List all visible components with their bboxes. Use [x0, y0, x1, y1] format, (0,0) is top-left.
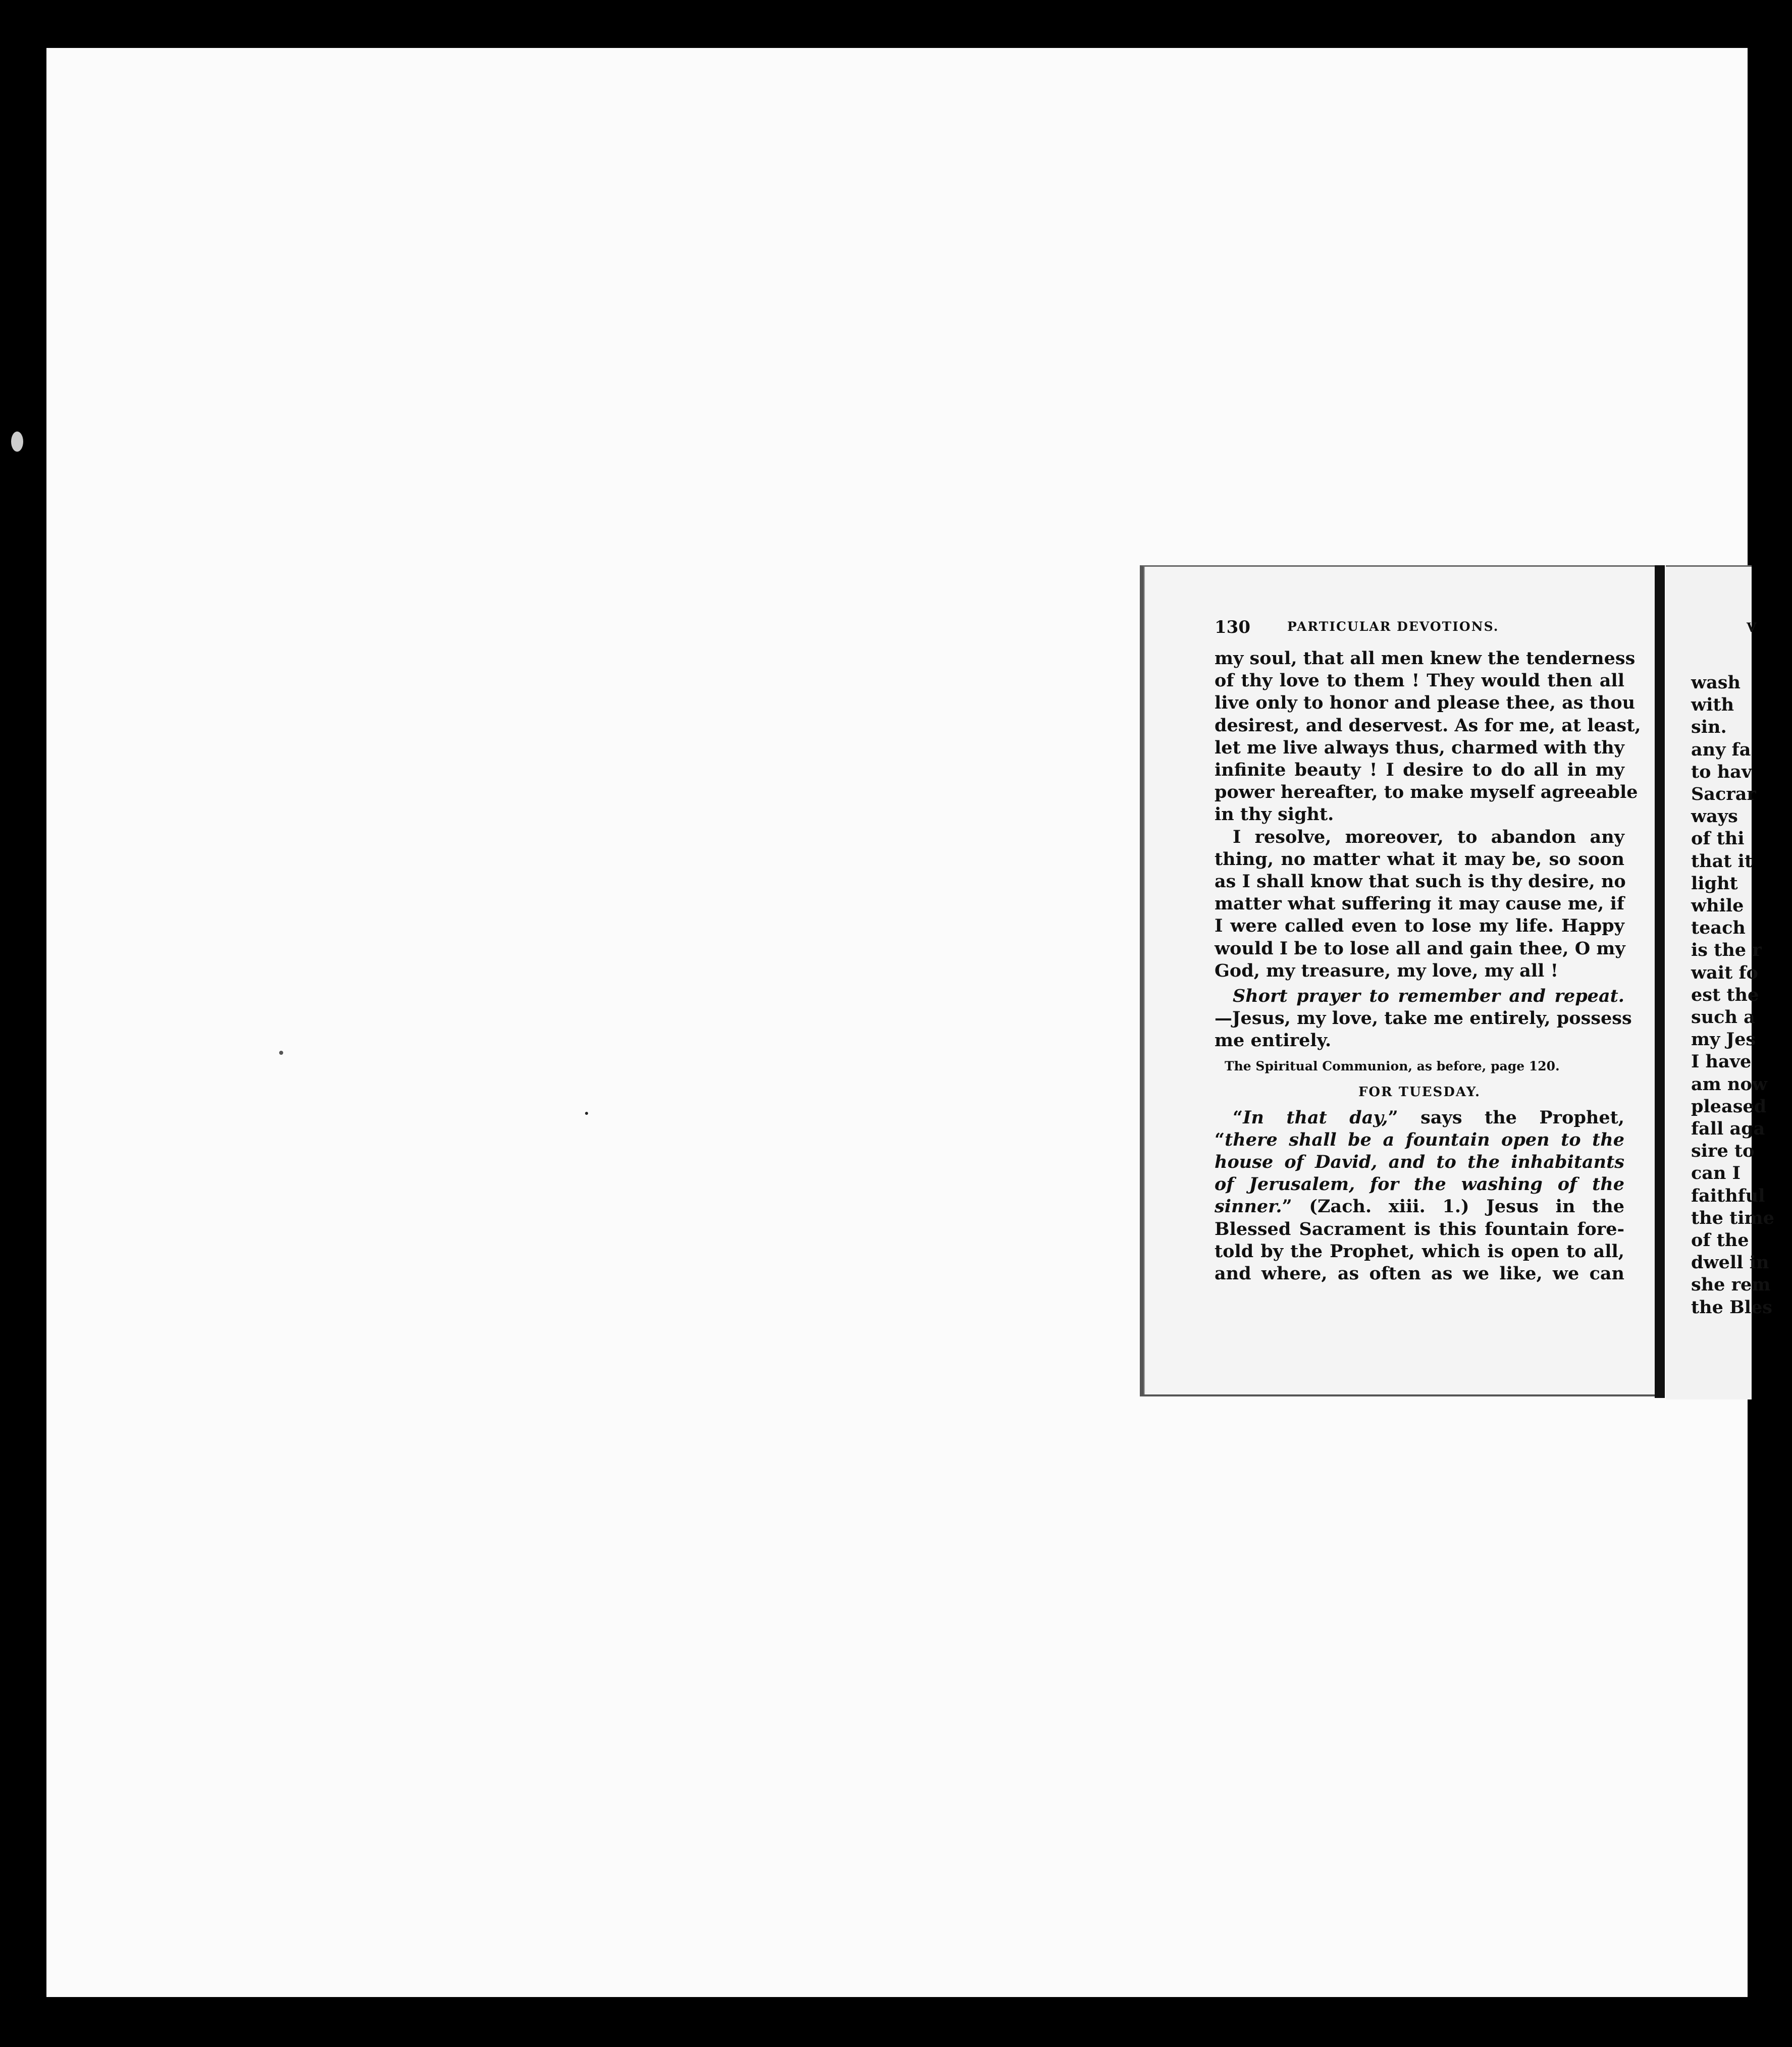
text-line: of thy love to them ! They would then all — [1215, 670, 1624, 691]
text-line: and where, as often as we like, we can — [1215, 1263, 1624, 1284]
quote-line: “there shall be a fountain open to the — [1215, 1129, 1624, 1150]
text-line: as I shall know that such is thy desire, no — [1215, 871, 1626, 892]
text-line: thing, no matter what it may be, so soon — [1215, 848, 1624, 870]
right-text-line: my Jes — [1691, 1029, 1756, 1050]
right-page — [1666, 565, 1774, 1399]
right-text-line: pleased — [1691, 1096, 1767, 1117]
right-text-line: am now — [1691, 1073, 1767, 1095]
quote-line: house of David, and to the inhabitants — [1215, 1152, 1624, 1173]
text-line: would I be to lose all and gain thee, O my — [1215, 938, 1625, 959]
text-line: power hereafter, to make myself agreeable — [1215, 782, 1638, 803]
text-line: my soul, that all men knew the tenderness — [1215, 648, 1636, 669]
prayer-intro: Short prayer to remember and repeat. — [1233, 986, 1624, 1007]
book-gutter — [1655, 565, 1665, 1398]
quote-line: sinner.” (Zach. xiii. 1.) Jesus in the — [1215, 1196, 1624, 1217]
right-text-line: can I — [1691, 1163, 1741, 1184]
quote-line: of Jerusalem, for the washing of the — [1215, 1174, 1624, 1195]
right-text-line: while — [1691, 895, 1744, 917]
text-line: told by the Prophet, which is open to all, — [1215, 1241, 1624, 1262]
text-line: in thy sight. — [1215, 804, 1334, 825]
dust-speck — [279, 1051, 283, 1055]
right-text-line: I have — [1691, 1051, 1752, 1072]
text-line: live only to honor and please thee, as thou — [1215, 692, 1636, 714]
running-head — [1215, 617, 1624, 648]
page-number: 130 — [1215, 617, 1250, 637]
right-text-line: the time — [1691, 1207, 1774, 1228]
right-text-line: to hav — [1691, 761, 1752, 782]
text-line: God, my treasure, my love, my all ! — [1215, 960, 1558, 981]
right-text-line: est the — [1691, 984, 1759, 1005]
right-text-line: she rem — [1691, 1274, 1771, 1296]
text-line: me entirely. — [1215, 1030, 1332, 1051]
right-text-line: sin. — [1691, 717, 1727, 738]
text-line: —Jesus, my love, take me entirely, possess — [1215, 1008, 1632, 1029]
right-running-header: V — [1747, 620, 1757, 635]
microfilm-sheet — [46, 48, 1774, 1997]
section-heading: FOR TUESDAY. — [1358, 1084, 1481, 1100]
right-text-line: fall aga — [1691, 1118, 1765, 1140]
right-text-line: of thi — [1691, 828, 1745, 849]
right-text-line: ways — [1691, 806, 1738, 827]
book-spread — [1140, 565, 1774, 1403]
right-text-line: light — [1691, 873, 1738, 894]
paragraph-3 — [1215, 1107, 1624, 1285]
right-text-line: sire to — [1691, 1141, 1755, 1162]
right-text-line: the Bles — [1691, 1297, 1772, 1318]
text-line: desirest, and deservest. As for me, at least, — [1215, 715, 1641, 736]
short-prayer — [1215, 985, 1632, 1052]
dust-speck — [11, 432, 23, 452]
right-text-line: teach — [1691, 918, 1746, 939]
right-text-line: wait fo — [1691, 962, 1758, 983]
communion-note: The Spiritual Communion, as before, page 120. — [1225, 1058, 1560, 1073]
right-text-line: that it — [1691, 850, 1753, 872]
paragraph-1 — [1215, 648, 1641, 826]
right-text-line: Sacrar — [1691, 784, 1756, 805]
right-text-line: dwell in — [1691, 1252, 1769, 1273]
right-text-line: any fa — [1691, 739, 1751, 760]
dust-speck — [585, 1112, 588, 1115]
right-text-line: faithful — [1691, 1185, 1765, 1206]
right-page-text — [1691, 620, 1792, 1319]
right-text-line: with — [1691, 694, 1734, 716]
right-text-line: such a — [1691, 1007, 1755, 1028]
right-text-line: wash — [1691, 672, 1741, 693]
text-line: I resolve, moreover, to abandon any — [1233, 826, 1624, 847]
text-line: let me live always thus, charmed with thy — [1215, 737, 1624, 758]
text-line: infinite beauty ! I desire to do all in my — [1215, 760, 1624, 781]
right-text-line: is the r — [1691, 940, 1762, 961]
right-text-line: of the — [1691, 1230, 1749, 1251]
left-page — [1140, 565, 1656, 1396]
left-page-text — [1215, 617, 1641, 1285]
text-line: Blessed Sacrament is this fountain fore- — [1215, 1218, 1624, 1240]
text-line: I were called even to lose my life. Happy — [1215, 915, 1624, 937]
paragraph-2 — [1215, 826, 1624, 982]
running-header: PARTICULAR DEVOTIONS. — [1287, 619, 1499, 634]
text-line: matter what suffering it may cause me, if — [1215, 893, 1624, 914]
quote-line: “In that day,” says the Prophet, — [1233, 1107, 1624, 1128]
